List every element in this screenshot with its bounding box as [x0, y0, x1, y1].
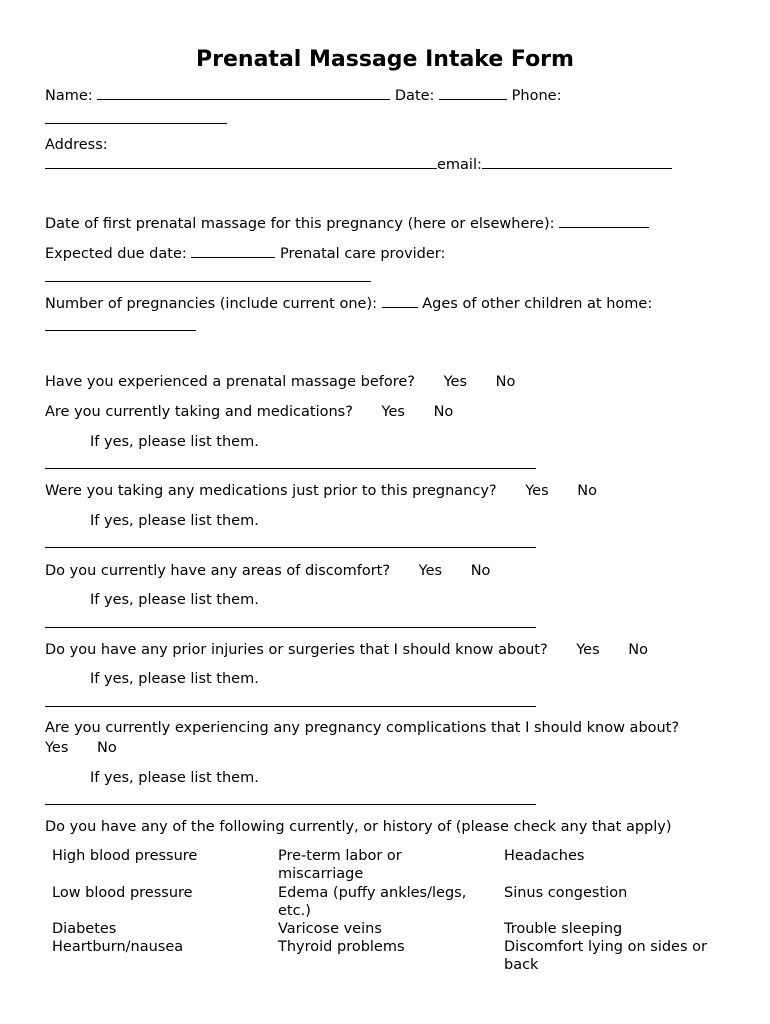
- pregnancies-row: [45, 295, 652, 313]
- ages-children-label: Ages of other children at home:: [422, 296, 653, 312]
- name-label: Name:: [45, 88, 93, 104]
- condition-item[interactable]: Thyroid problems: [278, 939, 405, 955]
- due-date-label: Expected due date:: [45, 246, 187, 262]
- num-pregnancies-field[interactable]: [382, 295, 418, 308]
- condition-item[interactable]: Sinus congestion: [504, 885, 628, 901]
- followup-text: If yes, please list them.: [90, 592, 259, 608]
- question-medications: [45, 403, 453, 421]
- condition-item[interactable]: Edema (puffy ankles/legs, etc.): [278, 885, 467, 919]
- address-label: Address:: [45, 137, 108, 153]
- condition-item[interactable]: Pre-term labor or miscarriage: [278, 848, 402, 882]
- no-option[interactable]: No: [470, 563, 491, 579]
- due-date-field[interactable]: [191, 245, 275, 258]
- phone-field[interactable]: [45, 123, 227, 124]
- no-option[interactable]: No: [433, 404, 454, 420]
- question-injuries: [45, 641, 648, 659]
- address-row: [45, 156, 672, 174]
- name-row: [45, 87, 561, 105]
- first-massage-label: Date of first prenatal massage for this pregnancy (here or elsewhere):: [45, 216, 555, 232]
- history-prompt: Do you have any of the following currently, or history of (please check any that apply): [45, 819, 672, 835]
- ages-children-field[interactable]: [45, 330, 196, 331]
- yes-option[interactable]: Yes: [443, 374, 468, 390]
- complications-list-field[interactable]: [45, 804, 536, 805]
- question-complications-options: [45, 739, 117, 757]
- injuries-list-field[interactable]: [45, 706, 536, 707]
- question-massage-before: [45, 373, 515, 391]
- phone-label: Phone:: [511, 88, 562, 104]
- yes-option[interactable]: Yes: [381, 404, 405, 420]
- condition-item[interactable]: Discomfort lying on sides or back: [504, 939, 707, 973]
- yes-option[interactable]: Yes: [525, 483, 549, 499]
- care-provider-field[interactable]: [45, 281, 371, 282]
- condition-item[interactable]: Headaches: [504, 848, 585, 864]
- yes-option[interactable]: Yes: [576, 642, 600, 658]
- question-text: Do you currently have any areas of discomfort?: [45, 563, 391, 579]
- question-text: Were you taking any medications just prior to this pregnancy?: [45, 483, 497, 499]
- condition-item[interactable]: Diabetes: [52, 921, 117, 937]
- question-text: Have you experienced a prenatal massage before?: [45, 374, 415, 390]
- care-provider-label: Prenatal care provider:: [279, 246, 446, 262]
- yes-option[interactable]: Yes: [418, 563, 443, 579]
- followup-text: If yes, please list them.: [90, 671, 259, 687]
- question-complications-text: Are you currently experiencing any pregnancy complications that I should know about?: [45, 720, 680, 736]
- question-text: Do you have any prior injuries or surgeries that I should know about?: [45, 642, 548, 658]
- question-discomfort: [45, 562, 490, 580]
- email-label: email:: [437, 157, 482, 173]
- question-text: Are you currently taking and medications?: [45, 404, 353, 420]
- prior-medications-list-field[interactable]: [45, 547, 536, 548]
- medications-list-field[interactable]: [45, 468, 536, 469]
- followup-text: If yes, please list them.: [90, 770, 259, 786]
- num-pregnancies-label: Number of pregnancies (include current one):: [45, 296, 378, 312]
- no-option[interactable]: No: [628, 642, 648, 658]
- first-massage-row: [45, 215, 649, 233]
- condition-item[interactable]: Heartburn/nausea: [52, 939, 184, 955]
- address-field[interactable]: [45, 156, 437, 169]
- no-option[interactable]: No: [577, 483, 597, 499]
- condition-item[interactable]: High blood pressure: [52, 848, 198, 864]
- condition-item[interactable]: Low blood pressure: [52, 885, 193, 901]
- condition-item[interactable]: Varicose veins: [278, 921, 382, 937]
- first-massage-field[interactable]: [559, 215, 649, 228]
- no-option[interactable]: No: [97, 740, 117, 756]
- email-field[interactable]: [482, 156, 672, 169]
- no-option[interactable]: No: [495, 374, 516, 390]
- question-prior-medications: [45, 482, 597, 500]
- date-field[interactable]: [439, 87, 507, 100]
- discomfort-list-field[interactable]: [45, 627, 536, 628]
- due-date-row: [45, 245, 445, 263]
- followup-text: If yes, please list them.: [90, 513, 259, 529]
- yes-option[interactable]: Yes: [45, 740, 69, 756]
- name-field[interactable]: [97, 87, 390, 100]
- date-label: Date:: [394, 88, 435, 104]
- page-title: Prenatal Massage Intake Form: [196, 47, 574, 72]
- followup-text: If yes, please list them.: [90, 434, 259, 450]
- condition-item[interactable]: Trouble sleeping: [504, 921, 623, 937]
